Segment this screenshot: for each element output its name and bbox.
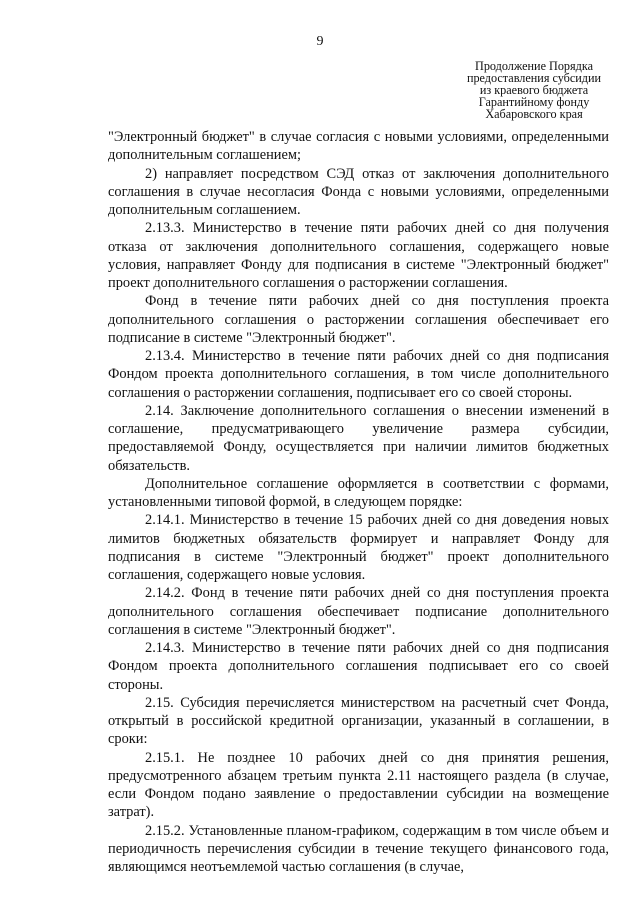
paragraph: 2.14.3. Министерство в течение пяти рабочих дней со дня подписания Фондом проекта дополнительного соглашения подписывает его со своей стороны. bbox=[108, 640, 609, 693]
header-note-line: Хабаровского края bbox=[485, 107, 583, 121]
paragraph: Фонд в течение пяти рабочих дней со дня поступления проекта дополнительного соглашения о расторжении соглашения обеспечивает его подписание в системе "Электронный бюджет". bbox=[108, 293, 609, 346]
appendix-header-note bbox=[455, 60, 613, 120]
header-note-line: из краевого бюджета bbox=[479, 83, 589, 97]
paragraph: 2.13.4. Министерство в течение пяти рабочих дней со дня подписания Фондом проекта дополнительного соглашения, в том числе дополнительного соглашения о расторжении соглашения, подписывает его со своей стороны. bbox=[108, 348, 609, 401]
document-body bbox=[108, 128, 609, 876]
header-note-line: Продолжение Порядка bbox=[475, 59, 593, 73]
paragraph: Дополнительное соглашение оформляется в соответствии с формами, установленными типовой формой, в следующем порядке: bbox=[108, 475, 609, 510]
paragraph: 2.15.1. Не позднее 10 рабочих дней со дня принятия решения, предусмотренного абзацем третьим пункта 2.11 настоящего раздела (в случае, если Фондом подано заявление о предоставлении субсидии на возмещение затрат). bbox=[108, 749, 609, 821]
paragraph: "Электронный бюджет" в случае согласия с новыми условиями, определенными дополнительным соглашением; bbox=[108, 129, 609, 164]
header-note-line: Гарантийному фонду bbox=[478, 95, 590, 109]
paragraph: 2.15. Субсидия перечисляется министерством на расчетный счет Фонда, открытый в российской кредитной организации, указанный в соглашении, в сроки: bbox=[108, 694, 609, 748]
paragraph: 2.15.2. Установленные планом-графиком, содержащим в том числе объем и периодичность перечисления субсидии в течение текущего финансового года, являющимся неотъемлемой частью соглашения (в случае, bbox=[108, 822, 609, 875]
page-number: 9 bbox=[316, 34, 324, 49]
header-note-line: предоставления субсидии bbox=[466, 71, 602, 85]
paragraph: 2.14. Заключение дополнительного соглашения о внесении изменений в соглашение, предусматривающего увеличение размера субсидии, предоставляемой Фонду, осуществляется при наличии лимитов бюджетных обязательств. bbox=[108, 402, 609, 474]
paragraph: 2) направляет посредством СЭД отказ от заключения дополнительного соглашения в случае несогласия Фонда с новыми условиями, определенными дополнительным соглашением. bbox=[108, 165, 609, 218]
paragraph: 2.13.3. Министерство в течение пяти рабочих дней со дня получения отказа от заключения дополнительного соглашения, содержащего новые условия, направляет Фонду для подписания в системе "Электронный бюджет" проект дополнительного соглашения о расторжении соглашения. bbox=[108, 220, 609, 291]
paragraph: 2.14.1. Министерство в течение 15 рабочих дней со дня доведения новых лимитов бюджетных обязательств формирует и направляет Фонду для подписания в системе "Электронный бюджет" проект дополнительного соглашения, содержащего новые условия. bbox=[108, 512, 609, 583]
paragraph: 2.14.2. Фонд в течение пяти рабочих дней со дня поступления проекта дополнительного соглашения обеспечивает подписание дополнительного соглашения в системе "Электронный бюджет". bbox=[108, 585, 609, 638]
